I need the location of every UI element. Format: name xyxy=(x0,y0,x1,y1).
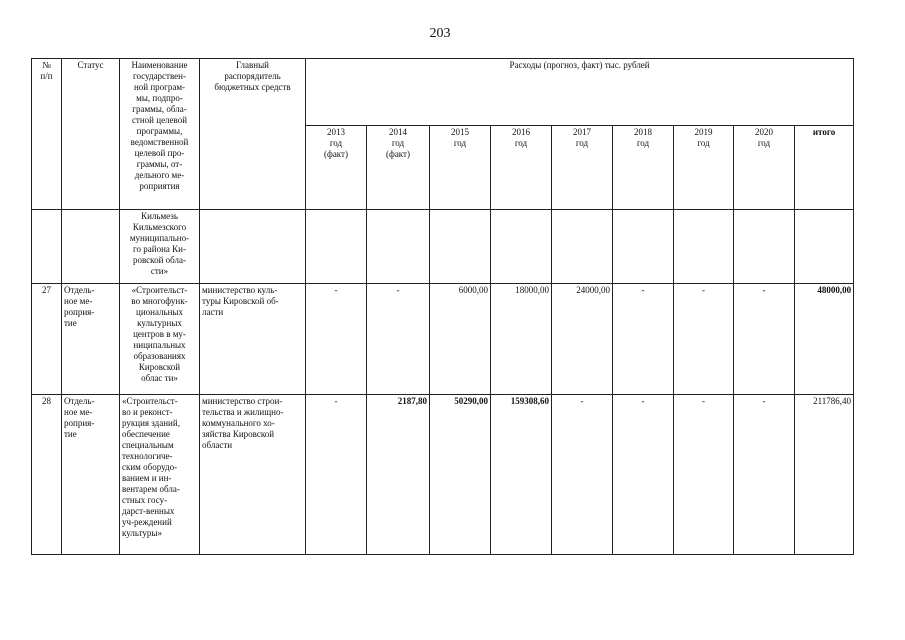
header-total: итого xyxy=(795,126,854,210)
row-value-2016 xyxy=(491,210,552,284)
row-value-2019: - xyxy=(674,284,734,395)
row-value-2018: - xyxy=(613,284,674,395)
row-manager: министерство строи- тельства и жилищно- коммунального хо- зяйства Кировской области xyxy=(200,395,306,555)
row-value-2013 xyxy=(306,210,367,284)
row-value-2020: - xyxy=(734,395,795,555)
row-value-2017: - xyxy=(552,395,613,555)
row-name: «Строительст- во многофунк- циональных культурных центров в му- ниципальных образованиях Кировской облас ти» xyxy=(120,284,200,395)
row-value-total: 211786,40 xyxy=(795,395,854,555)
row-manager: министерство куль- туры Кировской об- ласти xyxy=(200,284,306,395)
row-name: «Строительст- во и реконст- рукция зданий, обеспечение специальным технологиче- ским оборудо- ванием и ин- вентарем обла- стных госу- дарст-венных уч-реждений культуры» xyxy=(120,395,200,555)
row-value-2015: 50290,00 xyxy=(430,395,491,555)
row-value-2017 xyxy=(552,210,613,284)
row-value-2014: - xyxy=(367,284,430,395)
row-value-2015 xyxy=(430,210,491,284)
header-manager: Главный распорядитель бюджетных средств xyxy=(200,59,306,210)
row-value-total xyxy=(795,210,854,284)
row-value-2017: 24000,00 xyxy=(552,284,613,395)
row-value-2016: 159308,60 xyxy=(491,395,552,555)
header-year-2014: 2014 год (факт) xyxy=(367,126,430,210)
header-row-top xyxy=(32,59,854,126)
header-year-2016: 2016 год xyxy=(491,126,552,210)
table-row xyxy=(32,395,854,555)
row-value-2018 xyxy=(613,210,674,284)
table-row xyxy=(32,210,854,284)
row-value-2019: - xyxy=(674,395,734,555)
row-status: Отдель- ное ме- роприя- тие xyxy=(62,284,120,395)
header-year-2013: 2013 год (факт) xyxy=(306,126,367,210)
row-num xyxy=(32,210,62,284)
row-status xyxy=(62,210,120,284)
row-value-2018: - xyxy=(613,395,674,555)
table-row xyxy=(32,284,854,395)
row-value-2019 xyxy=(674,210,734,284)
row-value-2015: 6000,00 xyxy=(430,284,491,395)
row-value-2013: - xyxy=(306,284,367,395)
row-value-2020 xyxy=(734,210,795,284)
header-num: № п/п xyxy=(32,59,62,210)
header-year-2018: 2018 год xyxy=(613,126,674,210)
header-expenses: Расходы (прогноз, факт) тыс. рублей xyxy=(306,59,854,126)
header-year-2015: 2015 год xyxy=(430,126,491,210)
header-name: Наименование государствен- ной програм- мы, подпро- граммы, обла- стной целевой программы, ведомственной целевой про- граммы, от- дельного ме- роприятия xyxy=(120,59,200,210)
page-number: 203 xyxy=(429,26,451,41)
row-num: 27 xyxy=(32,284,62,395)
row-status: Отдель- ное ме- роприя- тие xyxy=(62,395,120,555)
row-value-2016: 18000,00 xyxy=(491,284,552,395)
header-year-2019: 2019 год xyxy=(674,126,734,210)
row-num: 28 xyxy=(32,395,62,555)
row-value-2013: - xyxy=(306,395,367,555)
header-status: Статус xyxy=(62,59,120,210)
row-value-2014 xyxy=(367,210,430,284)
budget-table xyxy=(31,58,854,555)
header-year-2017: 2017 год xyxy=(552,126,613,210)
header-year-2020: 2020 год xyxy=(734,126,795,210)
row-value-2014: 2187,80 xyxy=(367,395,430,555)
row-manager xyxy=(200,210,306,284)
row-value-total: 48000,00 xyxy=(795,284,854,395)
row-name: Кильмезь Кильмезского муниципально- го района Ки- ровской обла- сти» xyxy=(120,210,200,284)
row-value-2020: - xyxy=(734,284,795,395)
